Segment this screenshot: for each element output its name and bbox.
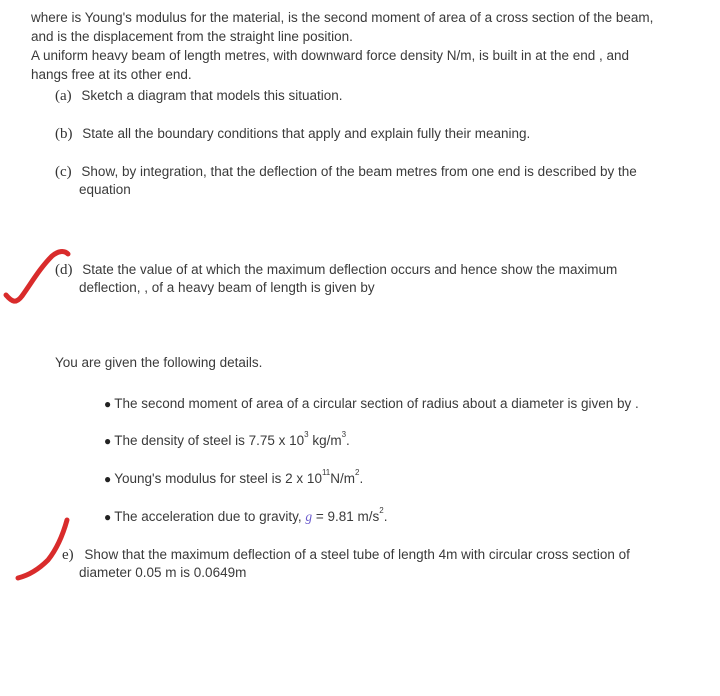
exponent: 2 bbox=[355, 468, 360, 477]
details-intro: You are given the following details. bbox=[55, 355, 263, 370]
part-e-text-1: Show that the maximum deflection of a steel tube of length 4m with circular cross section of bbox=[84, 547, 630, 562]
detail-item-4-text: The acceleration due to gravity, bbox=[114, 509, 306, 524]
part-e-text-2: diameter 0.05 m is 0.0649m bbox=[79, 565, 247, 580]
intro-line-1: where is Young's modulus for the material, is the second moment of area of a cross section of the beam, bbox=[31, 10, 654, 25]
part-b-text: State all the boundary conditions that apply and explain fully their meaning. bbox=[82, 126, 531, 141]
exponent: 3 bbox=[341, 430, 347, 439]
unit: kg/m bbox=[308, 433, 342, 448]
exponent: 11 bbox=[321, 468, 331, 477]
part-d-text-2: deflection, , of a heavy beam of length is given by bbox=[79, 280, 375, 295]
bullet-icon: ● bbox=[104, 510, 112, 524]
bullet-icon: ● bbox=[104, 434, 112, 448]
part-a-text: Sketch a diagram that models this situation. bbox=[81, 88, 343, 103]
detail-item-1 bbox=[104, 396, 639, 411]
part-c bbox=[55, 164, 637, 181]
period: . bbox=[359, 471, 364, 486]
part-d bbox=[55, 262, 617, 279]
part-e bbox=[62, 547, 630, 564]
part-a-label: (a) bbox=[55, 88, 72, 104]
intro-line-3: A uniform heavy beam of length metres, with downward force density N/m, is built in at the end , and bbox=[31, 48, 630, 63]
detail-item-4 bbox=[104, 506, 388, 525]
bullet-icon: ● bbox=[104, 472, 112, 486]
detail-item-3 bbox=[104, 468, 364, 486]
detail-item-2 bbox=[104, 430, 350, 448]
gravity-variable: g bbox=[305, 509, 313, 524]
intro-line-4: hangs free at its other end. bbox=[31, 67, 192, 82]
part-d-text-1: State the value of at which the maximum deflection occurs and hence show the maximum bbox=[82, 262, 618, 277]
intro-line-2: and is the displacement from the straight line position. bbox=[31, 29, 353, 44]
detail-item-1-text: The second moment of area of a circular section of radius about a diameter is given by . bbox=[114, 396, 639, 411]
detail-item-3-text: Young's modulus for steel is 2 x 10 bbox=[114, 471, 322, 486]
exponent: 3 bbox=[304, 430, 309, 439]
part-b-label: (b) bbox=[55, 126, 73, 142]
bullet-icon: ● bbox=[104, 397, 112, 411]
part-c-label: (c) bbox=[55, 164, 72, 180]
part-c-text-2: equation bbox=[79, 182, 131, 197]
part-c-text-1: Show, by integration, that the deflection of the beam metres from one end is described by the bbox=[81, 164, 637, 179]
check-mark-icon bbox=[18, 520, 67, 578]
detail-item-2-text: The density of steel is 7.75 x 10 bbox=[114, 433, 305, 448]
period: . bbox=[383, 509, 388, 524]
exponent: 2 bbox=[379, 506, 384, 515]
part-b bbox=[55, 126, 530, 143]
unit: N/m bbox=[330, 471, 356, 486]
period: . bbox=[346, 433, 350, 448]
part-a bbox=[55, 88, 343, 105]
part-e-label: e) bbox=[62, 547, 74, 563]
gravity-value: = 9.81 m/s bbox=[312, 509, 380, 524]
part-d-label: (d) bbox=[55, 262, 73, 278]
